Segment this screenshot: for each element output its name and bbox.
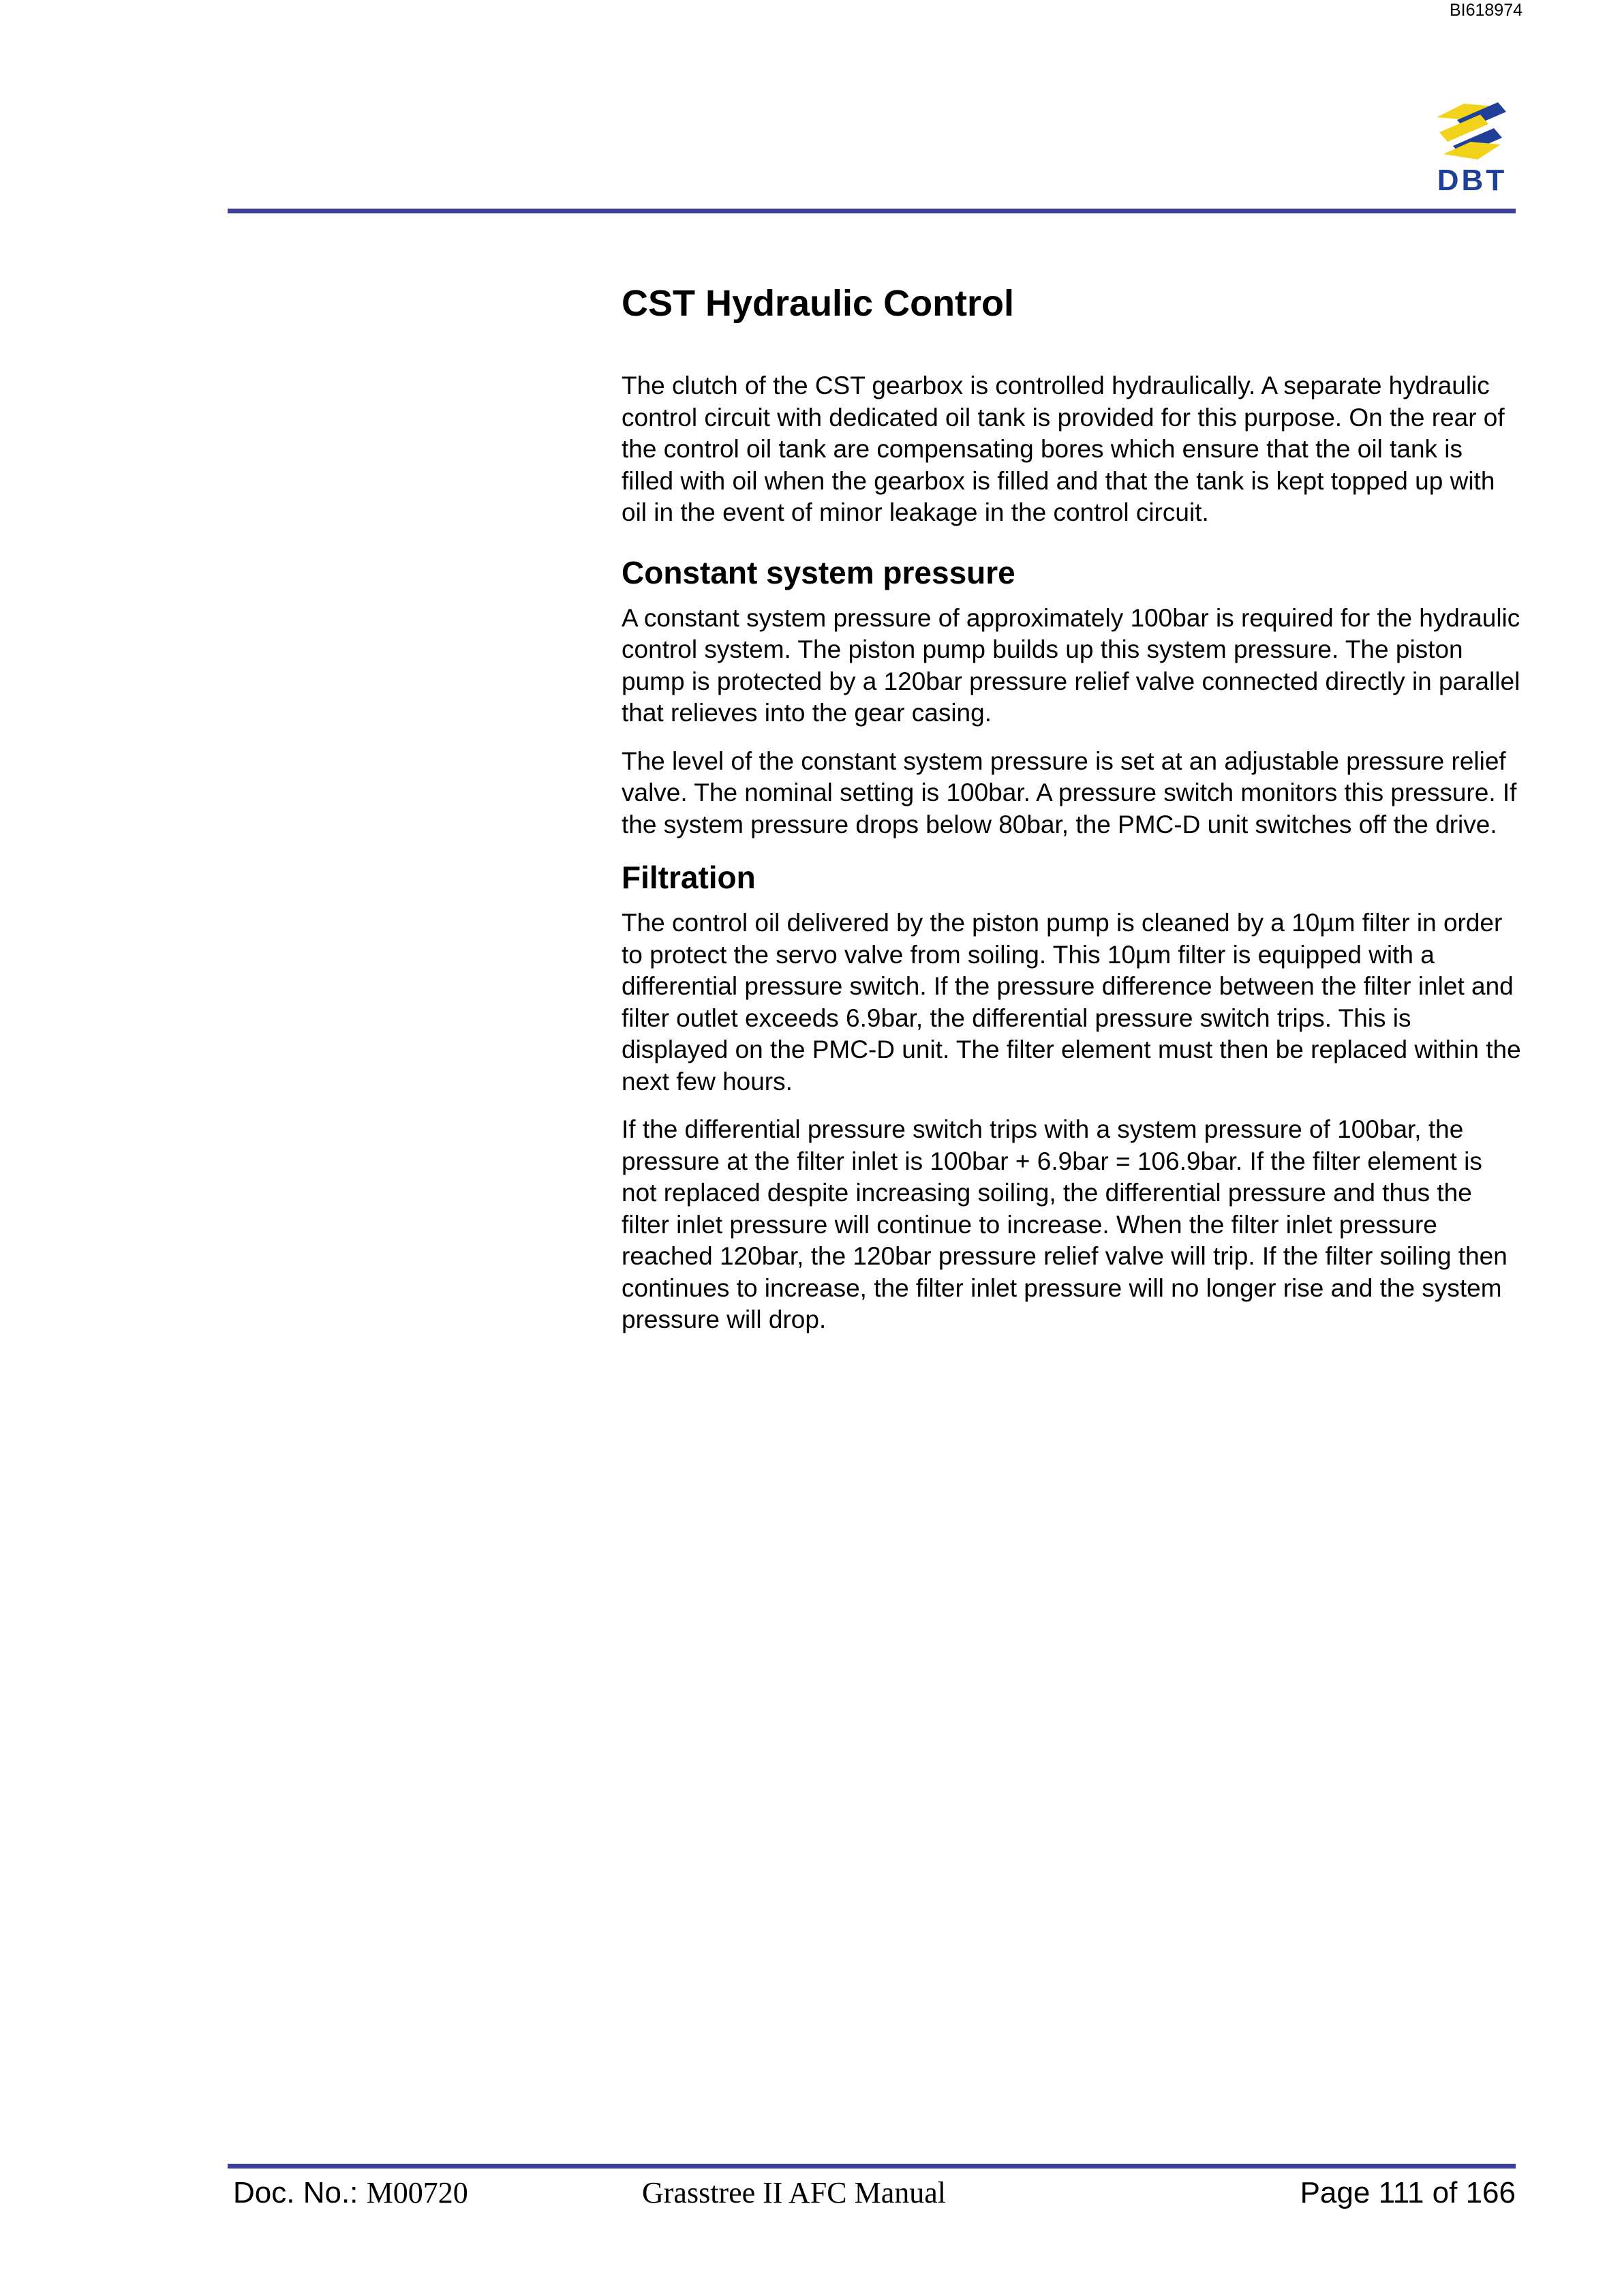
footer-manual-title: Grasstree II AFC Manual [642,2176,947,2209]
section-heading-filtration: Filtration [622,860,756,895]
footer-page-number: Page 111 of 166 [1300,2176,1516,2209]
page-title: CST Hydraulic Control [622,283,1015,324]
logo-text: DBT [1437,164,1508,197]
section-heading-constant-pressure: Constant system pressure [622,554,1015,590]
dbt-logo-icon [1430,97,1514,165]
footer [233,2169,1516,2217]
header-rule [228,209,1516,213]
paragraph: The level of the constant system pressure is set at an adjustable pressure relief valve. The nominal setting is 100bar. A pressure switch monitors this pressure. If the system pressure drops below 80bar, the PMC-D unit switches off the drive. [622,746,1517,839]
footer-doc-number [233,2169,468,2217]
footer-rule [228,2164,1516,2169]
dbt-logo [1430,97,1514,199]
intro-paragraph: The clutch of the CST gearbox is controlled hydraulically. A separate hydraulic control circuit with dedicated oil tank is provided for this purpose. On the rear of the control oil tank are compensating bores which ensure that the oil tank is filled with oil when the gearbox is filled and that the tank is kept topped up with oil in the event of minor leakage in the control circuit. [622,372,1505,526]
footer-doc-value: M00720 [366,2176,468,2209]
document-id: BI618974 [1449,1,1522,20]
paragraph: A constant system pressure of approximately 100bar is required for the hydraulic control system. The piston pump builds up this system pressure. The piston pump is protected by a 120bar pressure relief valve connected directly in parallel that relieves into the gear casing. [622,603,1520,727]
paragraph: The control oil delivered by the piston pump is cleaned by a 10µm filter in order to protect the servo valve from soiling. This 10µm filter is equipped with a differential pressure switch. If the pressure difference between the filter inlet and filter outlet exceeds 6.9bar, the differential pressure switch trips. This is displayed on the PMC-D unit. The filter element must then be replaced within the next few hours. [622,909,1521,1096]
paragraph: If the differential pressure switch trips with a system pressure of 100bar, the pressure at the filter inlet is 100bar + 6.9bar = 106.9bar. If the filter element is not replaced despite increasing soiling, the differential pressure and thus the filter inlet pressure will continue to increase. When the filter inlet pressure reached 120bar, the 120bar pressure relief valve will trip. If the filter soiling then continues to increase, the filter inlet pressure will no longer rise and the system pressure will drop. [622,1115,1508,1333]
footer-doc-label: Doc. No.: [233,2176,367,2209]
main-content [622,276,1521,1353]
